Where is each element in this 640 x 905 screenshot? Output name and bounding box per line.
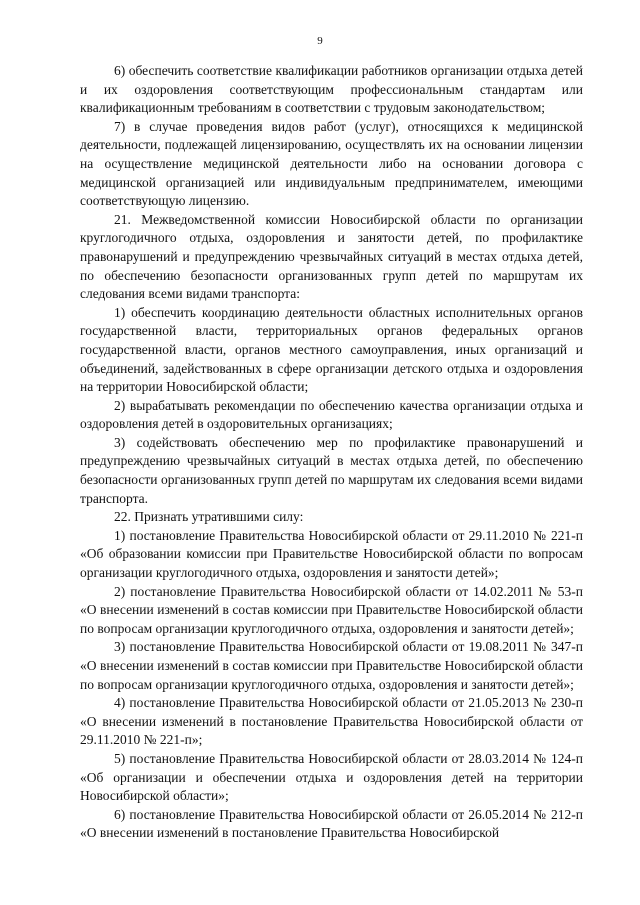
paragraph-section-22: 22. Признать утратившими силу:	[114, 509, 304, 525]
paragraph-section-22-item-4: 4) постановление Правительства Новосибирской области от 21.05.2013 № 230-п «О внесении изменений в постановление Правительства Новосибирской области от 29.11.2010 № 221-п»;	[80, 695, 583, 748]
document-body	[80, 62, 583, 843]
paragraph-item-7-medical-license: 7) в случае проведения видов работ (услуг), относящихся к медицинской деятельности, подлежащей лицензированию, осуществлять их на основании лицензии на осуществление медицинской деятельности либо на основании договора с медицинской организацией или индивидуальным предпринимателем, имеющими соответствующую лицензию.	[80, 118, 583, 209]
paragraph-section-22-item-6: 6) постановление Правительства Новосибирской области от 26.05.2014 № 212-п «О внесении изменений в постановление Правительства Новосибирской	[80, 806, 583, 841]
paragraph-section-21-item-2: 2) вырабатывать рекомендации по обеспечению качества организации отдыха и оздоровления детей в оздоровительных организациях;	[80, 397, 583, 432]
paragraph-section-21-item-1: 1) обеспечить координацию деятельности областных исполнительных органов государственной власти, территориальных органов федеральных органов государственной власти, органов местного самоуправления, иных организаций и объединений, задействованных в сфере организации детского отдыха и оздоровления на территории Новосибирской области;	[80, 304, 583, 395]
paragraph-section-22-item-5: 5) постановление Правительства Новосибирской области от 28.03.2014 № 124-п «Об организации и обеспечении отдыха и оздоровления детей на территории Новосибирской области»;	[80, 750, 583, 804]
paragraph-section-22-item-3: 3) постановление Правительства Новосибирской области от 19.08.2011 № 347-п «О внесении изменений в состав комиссии при Правительстве Новосибирской области по вопросам организации круглогодичного отдыха, оздоровления и занятости детей»;	[80, 639, 583, 692]
paragraph-section-21-item-3: 3) содействовать обеспечению мер по профилактике правонарушений и предупреждению чрезвычайных ситуаций в местах отдыха детей, по обеспечению безопасности организованных групп детей по маршрутам их следования всеми видами транспорта.	[80, 434, 583, 506]
paragraph-section-21: 21. Межведомственной комиссии Новосибирской области по организации круглогодичного отдыха, оздоровления и занятости детей, по профилактике правонарушений и предупреждению чрезвычайных ситуаций в местах отдыха детей, по обеспечению безопасности организованных групп детей по маршрутам их следования всеми видами транспорта:	[80, 211, 583, 302]
page-number: 9	[317, 35, 323, 47]
paragraph-item-6-qualification: 6) обеспечить соответствие квалификации работников организации отдыха детей и их оздоровления соответствующим профессиональным стандартам или квалификационным требованиям в соответствии с трудовым законодательством;	[80, 63, 583, 116]
paragraph-section-22-item-1: 1) постановление Правительства Новосибирской области от 29.11.2010 № 221-п «Об образовании комиссии при Правительстве Новосибирской области по вопросам организации круглогодичного отдыха, оздоровления и занятости детей»;	[80, 527, 583, 581]
paragraph-section-22-item-2: 2) постановление Правительства Новосибирской области от 14.02.2011 № 53-п «О внесении изменений в состав комиссии при Правительстве Новосибирской области по вопросам организации круглогодичного отдыха, оздоровления и занятости детей»;	[80, 583, 583, 636]
